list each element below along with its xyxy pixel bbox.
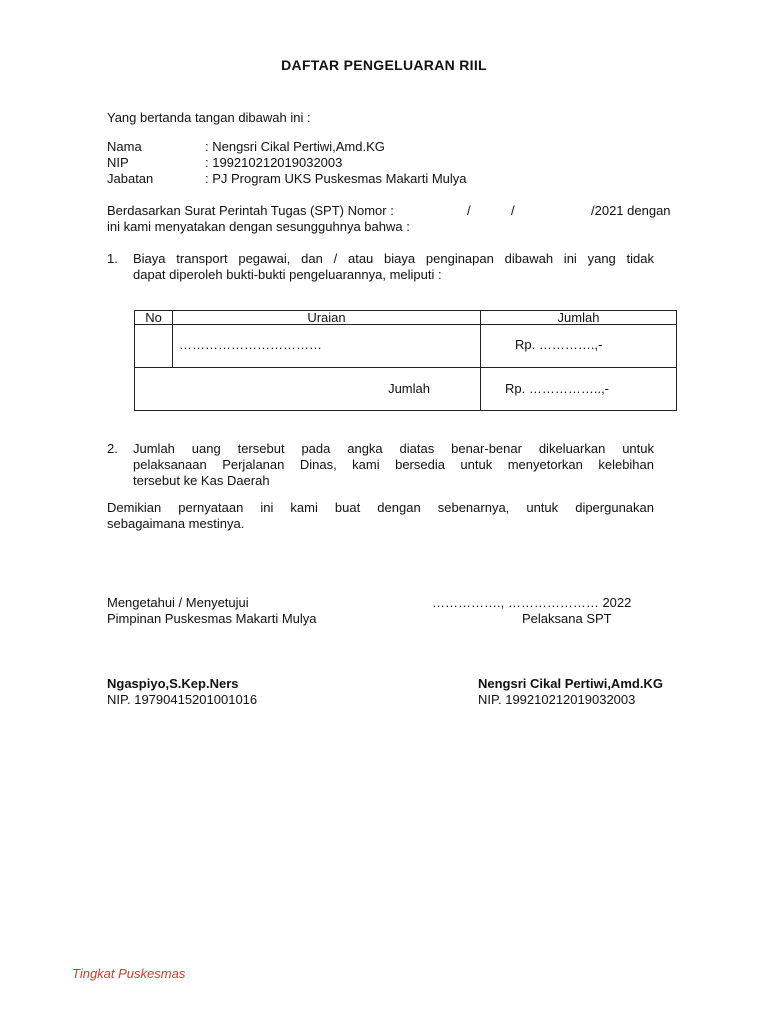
footer-label: Tingkat Puskesmas xyxy=(72,966,186,981)
date-line: ……………., ………………… 2022 xyxy=(432,595,632,610)
executor-role: Pelaksana SPT xyxy=(522,611,612,626)
total-value: Rp. ……………..,- xyxy=(481,368,677,411)
intro-text: Yang bertanda tangan dibawah ini : xyxy=(107,110,311,125)
header-no: No xyxy=(135,311,173,325)
row-jumlah: Rp. ………….,- xyxy=(481,325,677,368)
header-uraian: Uraian xyxy=(173,311,481,325)
item-2-line-3: tersebut ke Kas Daerah xyxy=(133,473,270,488)
basis-line-start: Berdasarkan Surat Perintah Tugas (SPT) Nomor : xyxy=(107,203,394,218)
executor-nip: NIP. 199210212019032003 xyxy=(478,692,636,707)
basis-line-2: ini kami menyatakan dengan sesungguhnya bahwa : xyxy=(107,219,410,234)
table-header-row xyxy=(135,311,677,325)
nip-label: NIP xyxy=(107,155,129,170)
item-2-line-2: pelaksanaan Perjalanan Dinas, kami bersedia untuk menyetorkan kelebihan xyxy=(133,457,654,472)
row-no xyxy=(135,325,173,368)
head-name: Ngaspiyo,S.Kep.Ners xyxy=(107,676,239,691)
table-row xyxy=(135,325,677,368)
header-jumlah: Jumlah xyxy=(481,311,677,325)
total-label: Jumlah xyxy=(135,368,481,411)
expense-table xyxy=(134,310,677,411)
item-2-number: 2. xyxy=(107,441,118,456)
closing-line-1: Demikian pernyataan ini kami buat dengan sebenarnya, untuk dipergunakan xyxy=(107,500,654,515)
item-1-line-1: Biaya transport pegawai, dan / atau biaya penginapan dibawah ini yang tidak xyxy=(133,251,654,266)
table-total-row xyxy=(135,368,677,411)
name-label: Nama xyxy=(107,139,142,154)
item-2-line-1: Jumlah uang tersebut pada angka diatas benar-benar dikeluarkan untuk xyxy=(133,441,654,456)
name-value: : Nengsri Cikal Pertiwi,Amd.KG xyxy=(205,139,385,154)
basis-line-end: /2021 dengan xyxy=(591,203,671,218)
item-1-line-2: dapat diperoleh bukti-bukti pengeluarannya, meliputi : xyxy=(133,267,442,282)
executor-name: Nengsri Cikal Pertiwi,Amd.KG xyxy=(478,676,663,691)
item-1-number: 1. xyxy=(107,251,118,266)
basis-slash-1: / xyxy=(467,203,471,218)
position-value: : PJ Program UKS Puskesmas Makarti Mulya xyxy=(205,171,467,186)
position-label: Jabatan xyxy=(107,171,154,186)
head-nip: NIP. 19790415201001016 xyxy=(107,692,258,707)
row-uraian: …………………………… xyxy=(173,325,481,368)
basis-slash-2: / xyxy=(511,203,515,218)
closing-line-2: sebagaimana mestinya. xyxy=(107,516,245,531)
head-title: Pimpinan Puskesmas Makarti Mulya xyxy=(107,611,317,626)
document-title: DAFTAR PENGELUARAN RIIL xyxy=(281,57,487,73)
nip-value: : 199210212019032003 xyxy=(205,155,343,170)
approval-label: Mengetahui / Menyetujui xyxy=(107,595,249,610)
